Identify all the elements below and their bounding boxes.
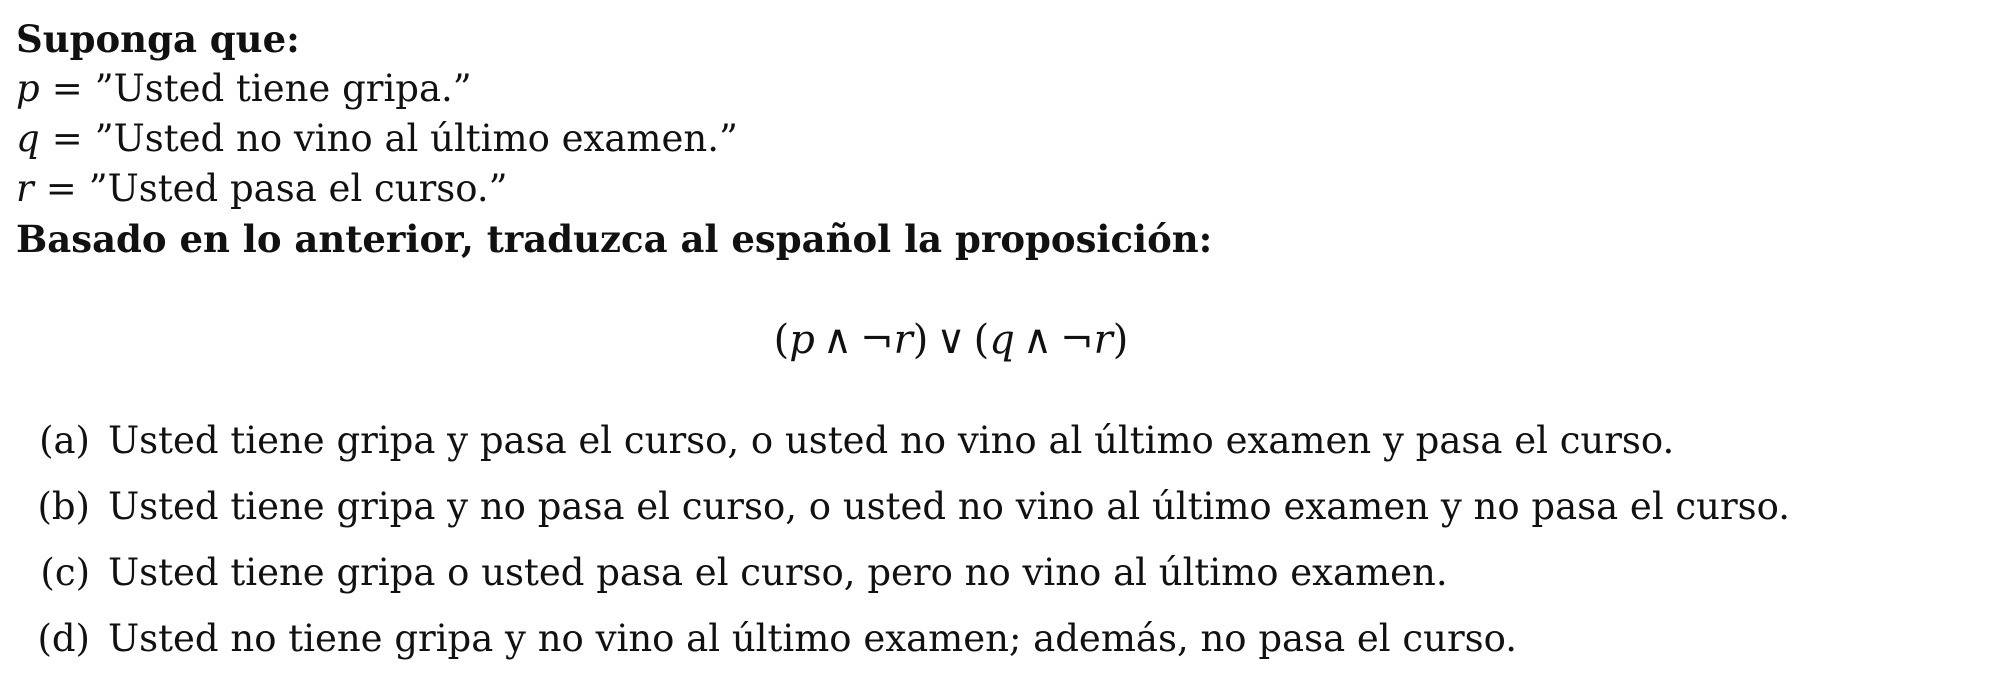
variable-r: r bbox=[16, 167, 34, 210]
formula-var-r: r bbox=[1093, 317, 1113, 363]
option-text: Usted tiene gripa y pasa el curso, o usted no vino al último examen y pasa el curso. bbox=[108, 419, 1675, 462]
option-b[interactable] bbox=[16, 474, 1790, 540]
formula-open-paren: ( bbox=[773, 317, 790, 363]
question-document bbox=[16, 14, 1976, 660]
option-d[interactable] bbox=[16, 606, 1790, 672]
formula-close-paren: ) bbox=[1112, 317, 1129, 363]
option-c[interactable] bbox=[16, 540, 1790, 606]
variable-p: p bbox=[16, 67, 40, 110]
option-label: (b) bbox=[37, 485, 90, 528]
formula-open-paren: ( bbox=[973, 317, 990, 363]
instruction-heading: Basado en lo anterior, traduzca al español la proposición: bbox=[16, 217, 1213, 261]
option-label: (d) bbox=[37, 617, 90, 660]
formula-var-r: r bbox=[893, 317, 913, 363]
definition-p bbox=[16, 64, 1976, 114]
option-text: Usted tiene gripa y no pasa el curso, o usted no vino al último examen y no pasa el curso. bbox=[108, 485, 1791, 528]
definition-r-text: ”Usted pasa el curso.” bbox=[88, 167, 508, 210]
option-text: Usted no tiene gripa y no vino al último examen; además, no pasa el curso. bbox=[108, 617, 1517, 660]
equals-sign: = bbox=[51, 67, 83, 110]
formula-not-symbol: ¬ bbox=[860, 317, 894, 363]
formula-or-symbol: ∨ bbox=[936, 317, 966, 363]
option-a[interactable] bbox=[16, 408, 1790, 474]
formula-var-p: p bbox=[789, 317, 815, 363]
intro-heading: Suponga que: bbox=[16, 17, 300, 61]
definition-q bbox=[16, 114, 1976, 164]
answer-options bbox=[16, 408, 1790, 672]
option-text: Usted tiene gripa o usted pasa el curso, pero no vino al último examen. bbox=[108, 551, 1448, 594]
equals-sign: = bbox=[51, 117, 83, 160]
formula-and-symbol: ∧ bbox=[1022, 317, 1053, 363]
logic-formula bbox=[16, 312, 1886, 368]
definition-p-text: ”Usted tiene gripa.” bbox=[94, 67, 472, 110]
option-label: (a) bbox=[39, 419, 90, 462]
formula-and-symbol: ∧ bbox=[822, 317, 853, 363]
formula-close-paren: ) bbox=[912, 317, 929, 363]
option-label: (c) bbox=[40, 551, 90, 594]
definition-q-text: ”Usted no vino al último examen.” bbox=[94, 117, 738, 160]
formula-not-symbol: ¬ bbox=[1060, 317, 1094, 363]
formula-var-q: q bbox=[989, 317, 1015, 363]
variable-q: q bbox=[16, 117, 40, 160]
equals-sign: = bbox=[45, 167, 77, 210]
definition-r bbox=[16, 164, 1976, 214]
